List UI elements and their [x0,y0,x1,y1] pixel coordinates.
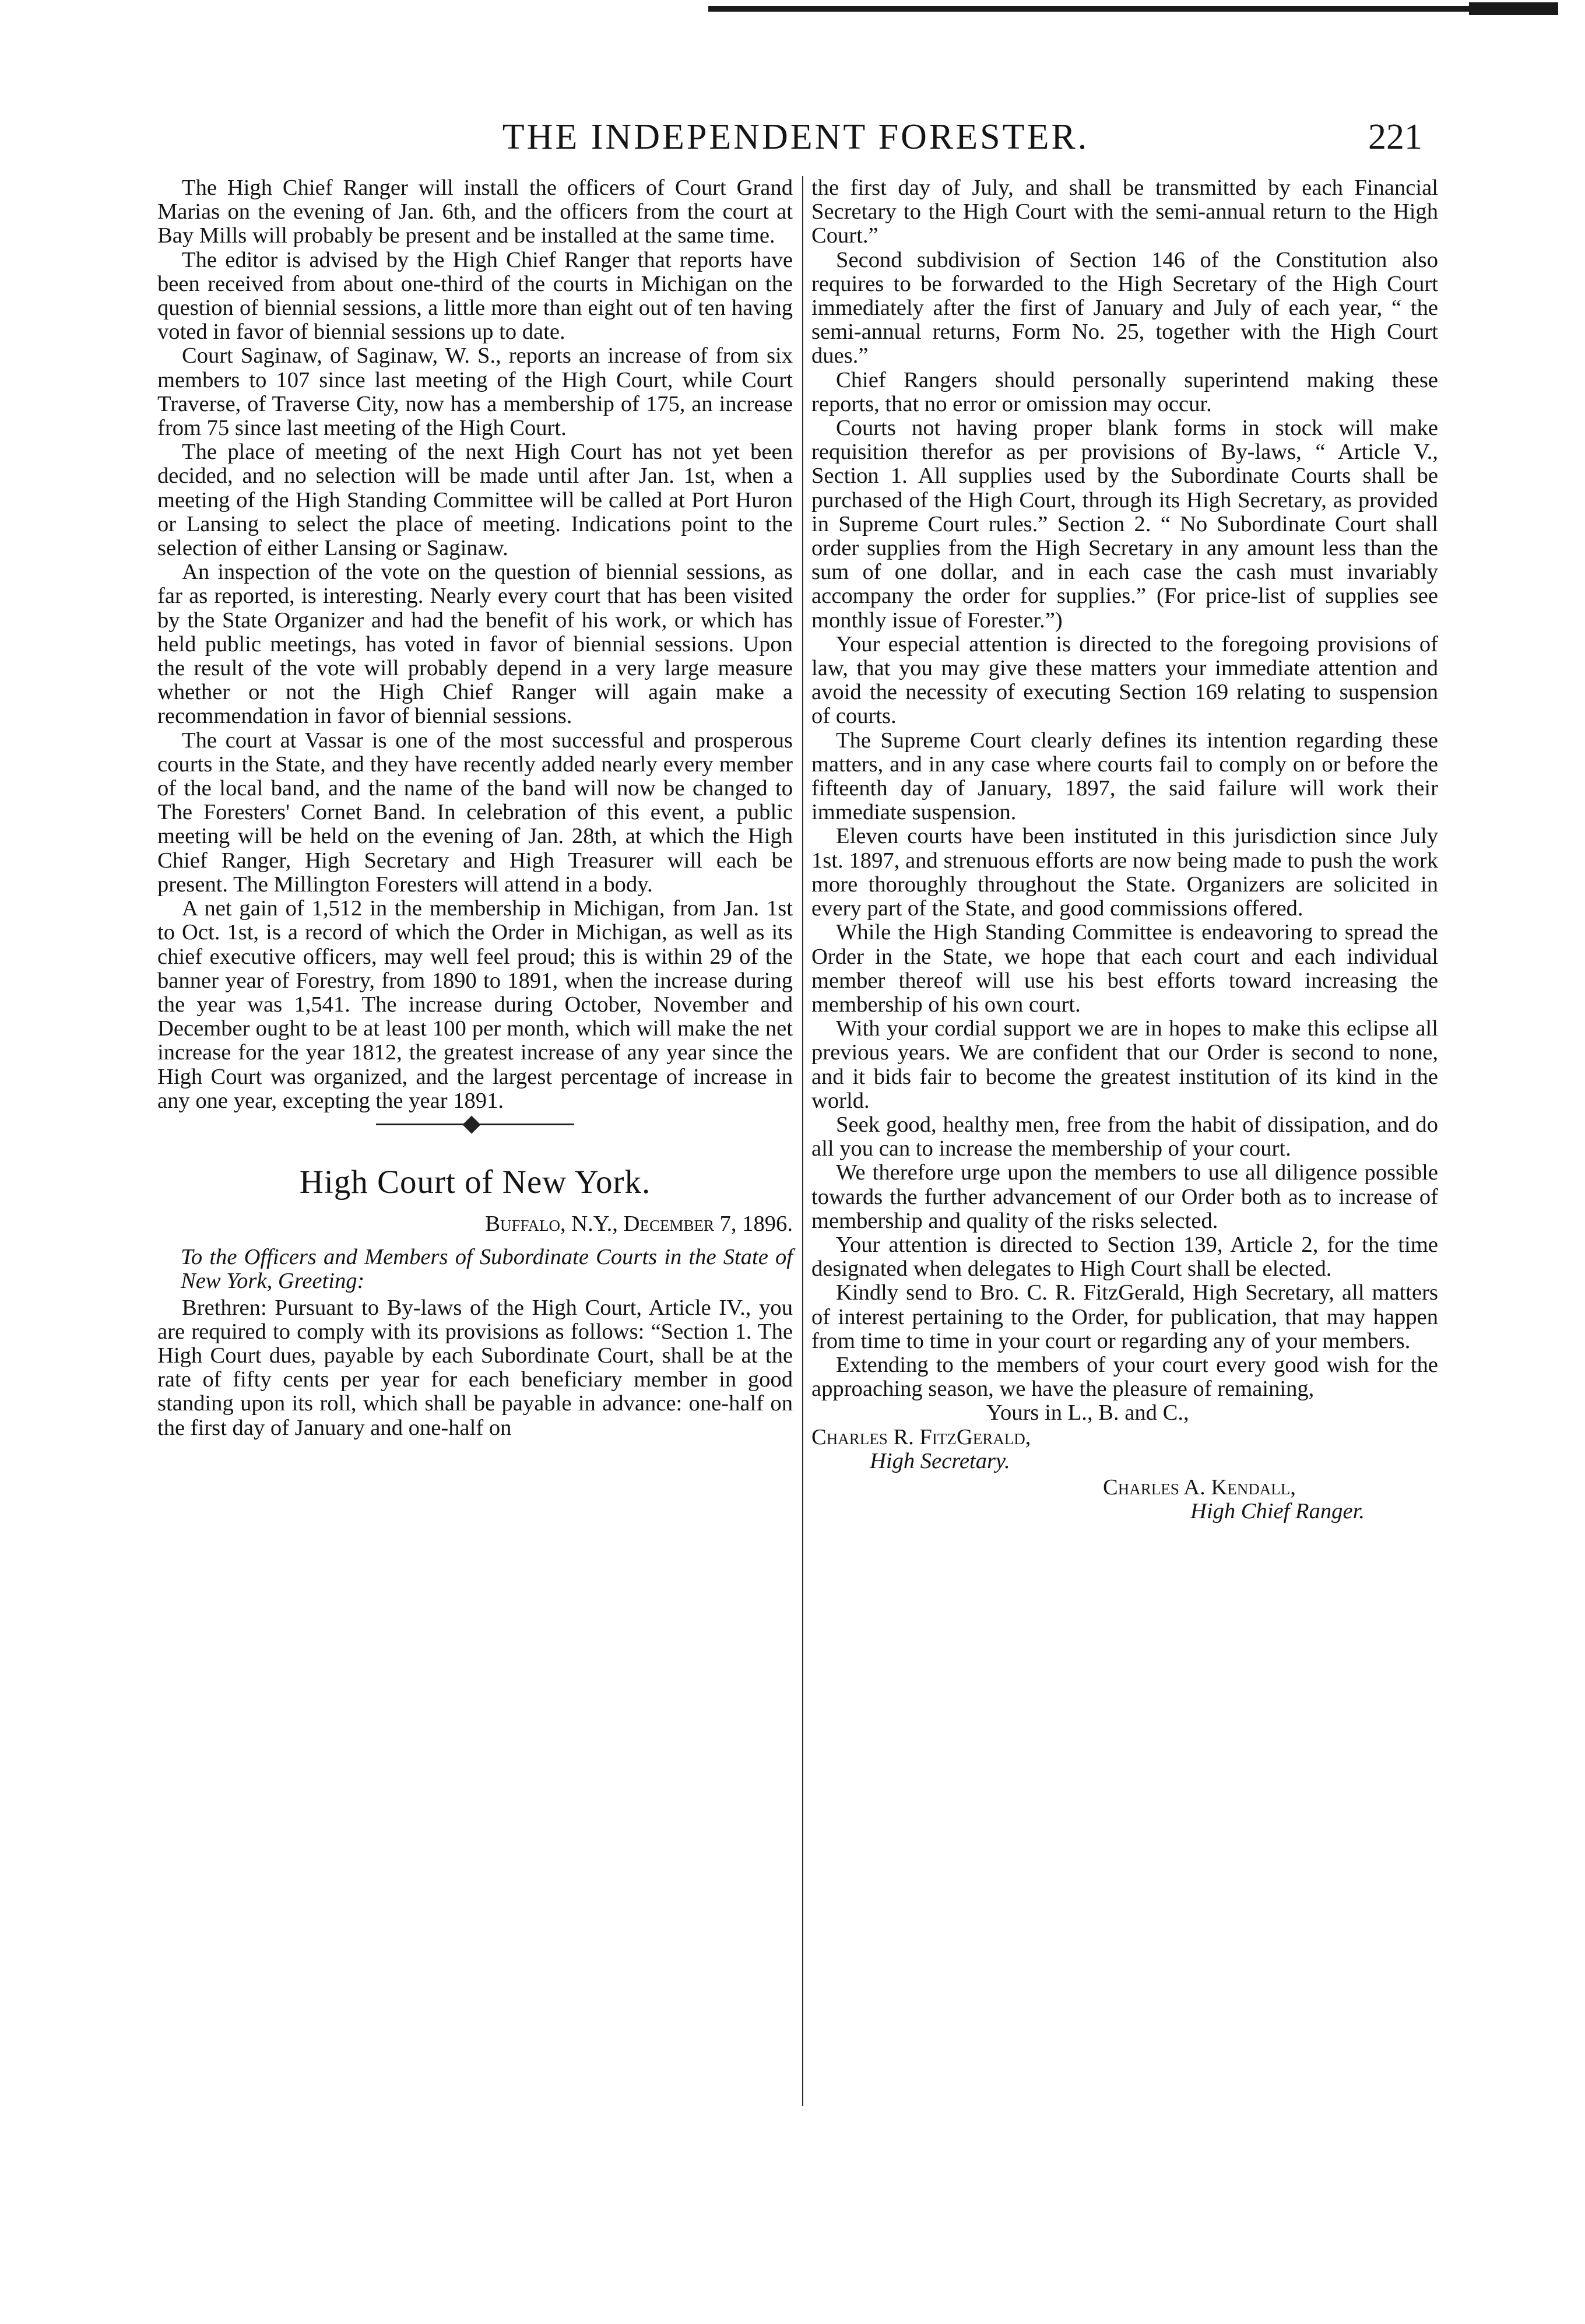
top-border-rule-end [1469,2,1558,15]
page-number: 221 [1368,117,1422,157]
signature-title: High Chief Ranger. [1190,1499,1365,1524]
signature-title: High Secretary. [870,1448,1010,1473]
running-title: THE INDEPENDENT FORESTER. [502,117,1090,157]
paragraph: Courts not having proper blank forms in stock will make requisition therefor as per provisions of By-laws, “ Article V., Section 1. All supplies used by the Subordinate Courts shall be purchased of the High Court, through its High Secretary, as provided in Supreme Court rules.” Section 2. “ No Subordinate Court shall order supplies from the High Secretary in any amount less than the sum of one dollar, and in each case the cash must invariably accompany the order for supplies.” (For price-list of supplies see monthly issue of Forester.”) [811,416,1438,633]
paragraph: While the High Standing Committee is endeavoring to spread the Order in the State, we hope that each court and each individual member thereof will use his best efforts toward increasing the membership of his own court. [811,920,1438,1017]
left-column [157,176,793,1440]
paragraph: Court Saginaw, of Saginaw, W. S., reports an increase of from six members to 107 since last meeting of the High Court, while Court Traverse, of Traverse City, now has a membership of 175, an increase from 75 since last meeting of the High Court. [157,343,793,441]
divider-diamond-ornament [462,1115,480,1133]
paragraph: Second subdivision of Section 146 of the Constitution also requires to be forwarded to the High Secretary of the High Court immediately after the first of January and July of each year, “ the semi-annual returns, Form No. 25, together with the High Court dues.” [811,247,1438,368]
paragraph: The editor is advised by the High Chief Ranger that reports have been received from about one-third of the courts in Michigan on the question of biennial sessions, a little more than eight out of ten having voted in favor of biennial sessions up to date. [157,247,793,345]
paragraph: Brethren: Pursuant to By-laws of the High Court, Article IV., you are required to comply with its provisions as follows: “Section 1. The High Court dues, payable by each Subordinate Court, shall be at the rate of fifty cents per year for each beneficiary member in good standing upon its roll, which shall be payable in advance: one-half on the first day of January and one-half on [157,1295,793,1440]
paragraph: Chief Rangers should personally superintend making these reports, that no error or omission may occur. [811,367,1438,416]
paragraph: Your attention is directed to Section 139, Article 2, for the time designated when delegates to High Court shall be elected. [811,1232,1438,1282]
paragraph: The Supreme Court clearly defines its intention regarding these matters, and in any case where courts fail to comply on or before the fifteenth day of January, 1897, the said failure will work their immediate suspension. [811,728,1438,825]
dateline: Buffalo, N.Y., December 7, 1896. [485,1211,793,1236]
paragraph: Eleven courts have been instituted in this jurisdiction since July 1st. 1897, and strenuous efforts are now being made to push the work more thoroughly throughout the State. Organizers are solicited in every part of the State, and good commissions offered. [811,824,1438,921]
signature-name: Charles R. FitzGerald, [811,1424,1031,1449]
paragraph: The place of meeting of the next High Court has not yet been decided, and no selection will be made until after Jan. 1st, when a meeting of the High Standing Committee will be called at Port Huron or Lansing to select the place of meeting. Indications point to the selection of either Lansing or Saginaw. [157,440,793,561]
paragraph: With your cordial support we are in hopes to make this eclipse all previous years. We are confident that our Order is second to none, and it bids fair to become the greatest institution of its kind in the world. [811,1016,1438,1113]
paragraph: The High Chief Ranger will install the officers of Court Grand Marias on the evening of Jan. 6th, and the officers from the court at Bay Mills will probably be present and be installed at the same time. [157,175,793,248]
top-border-rule [708,6,1558,12]
paragraph: the first day of July, and shall be transmitted by each Financial Secretary to the High Court with the semi-annual return to the High Court.” [811,175,1438,248]
right-column [811,176,1438,1523]
section-heading: High Court of New York. [299,1163,651,1200]
paragraph: The court at Vassar is one of the most successful and prosperous courts in the State, and they have recently added nearly every member of the local band, and the name of the band will now be changed to The Foresters' Cornet Band. In celebration of this event, a public meeting will be held on the evening of Jan. 28th, at which the High Chief Ranger, High Secretary and High Treasurer will each be present. The Millington Foresters will attend in a body. [157,728,793,897]
paragraph: A net gain of 1,512 in the membership in Michigan, from Jan. 1st to Oct. 1st, is a record of which the Order in Michigan, as well as its chief executive officers, may well feel proud; this is within 29 of the banner year of Forestry, from 1890 to 1891, when the increase during the year was 1,541. The increase during October, November and December ought to be at least 100 per month, which will make the net increase for the year 1812, the greatest increase of any year since the High Court was organized, and the largest percentage of increase in any one year, excepting the year 1891. [157,896,793,1113]
paragraph: Seek good, healthy men, free from the habit of dissipation, and do all you can to increase the membership of your court. [811,1112,1438,1161]
closing: Yours in L., B. and C., [986,1400,1189,1426]
paragraph: Your especial attention is directed to the foregoing provisions of law, that you may give these matters your immediate attention and avoid the necessity of executing Section 169 relating to suspension of courts. [811,631,1438,729]
salutation: To the Officers and Members of Subordinate Courts in the State of New York, Greeting: [181,1245,793,1294]
section-divider [157,1113,793,1136]
paragraph: We therefore urge upon the members to use all diligence possible towards the further advancement of our Order both as to increase of membership and quality of the risks selected. [811,1160,1438,1233]
signature-name: Charles A. Kendall, [1103,1475,1296,1500]
paragraph: Kindly send to Bro. C. R. FitzGerald, High Secretary, all matters of interest pertaining to the Order, for publication, that may happen from time to time in your court or regarding any of your members. [811,1280,1438,1353]
paragraph: Extending to the members of your court every good wish for the approaching season, we have the pleasure of remaining, [811,1352,1438,1402]
column-divider [802,176,803,2106]
paragraph: An inspection of the vote on the question of biennial sessions, as far as reported, is interesting. Nearly every court that has been visited by the State Organizer and had the benefit of his work, or which has held public meetings, has voted in favor of biennial sessions. Upon the result of the vote will probably depend in a very large measure whether or not the High Chief Ranger will again make a recommendation in favor of biennial sessions. [157,560,793,729]
